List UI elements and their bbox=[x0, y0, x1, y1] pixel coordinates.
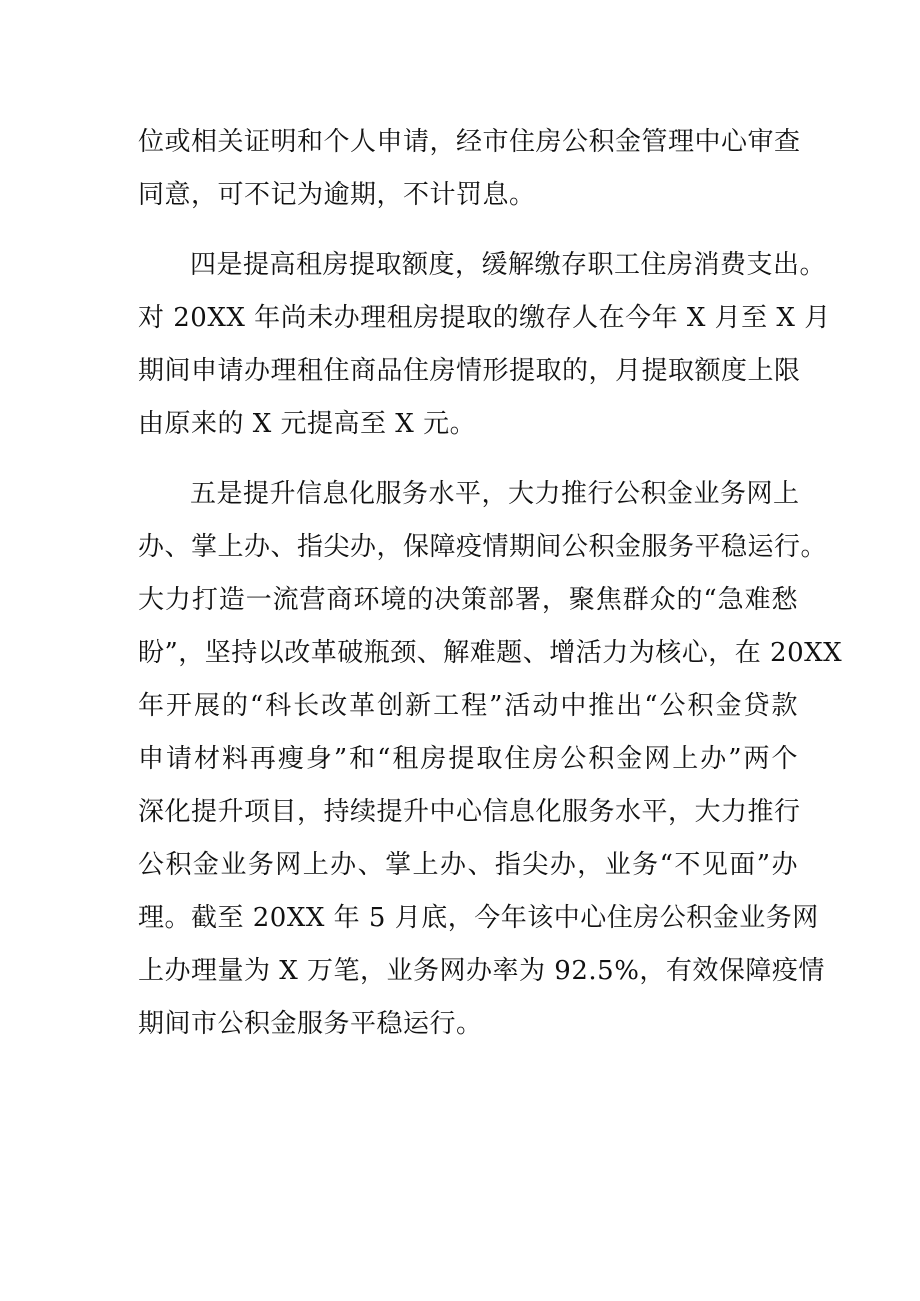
text-line: 四是提高租房提取额度，缓解缴存职工住房消费支出。 bbox=[190, 250, 827, 280]
text-line: 期间申请办理租住商品住房情形提取的，月提取额度上限 bbox=[138, 356, 801, 386]
text-line: 深化提升项目，持续提升中心信息化服务水平，大力推行 bbox=[138, 797, 801, 827]
text-line: 理。截至 20XX 年 5 月底，今年该中心住房公积金业务网 bbox=[138, 903, 819, 933]
text-line: 年开展的“科长改革创新工程”活动中推出“公积金贷款 bbox=[138, 691, 798, 721]
text-line: 申请材料再瘦身”和“租房提取住房公积金网上办”两个 bbox=[138, 744, 798, 774]
text-line: 五是提升信息化服务水平，大力推行公积金业务网上 bbox=[190, 479, 800, 509]
text-line: 大力打造一流营商环境的决策部署，聚焦群众的“急难愁 bbox=[138, 585, 798, 615]
text-line: 位或相关证明和个人申请，经市住房公积金管理中心审查 bbox=[138, 127, 801, 157]
text-line: 盼”，坚持以改革破瓶颈、解难题、增活力为核心，在 20XX bbox=[138, 638, 843, 668]
text-line: 同意，可不记为逾期，不计罚息。 bbox=[138, 180, 536, 210]
text-line: 办、掌上办、指尖办，保障疫情期间公积金服务平稳运行。 bbox=[138, 532, 828, 562]
text-line: 由原来的 X 元提高至 X 元。 bbox=[138, 409, 477, 439]
paragraph-3 bbox=[138, 468, 843, 1051]
document-body bbox=[138, 116, 843, 1051]
text-line: 期间市公积金服务平稳运行。 bbox=[138, 1009, 483, 1039]
paragraph-1 bbox=[138, 116, 801, 222]
text-line: 对 20XX 年尚未办理租房提取的缴存人在今年 X 月至 X 月 bbox=[138, 303, 831, 333]
text-line: 上办理量为 X 万笔，业务网办率为 92.5%，有效保障疫情 bbox=[138, 956, 825, 986]
text-line: 公积金业务网上办、掌上办、指尖办，业务“不见面”办 bbox=[138, 850, 798, 880]
paragraph-2 bbox=[138, 239, 831, 451]
